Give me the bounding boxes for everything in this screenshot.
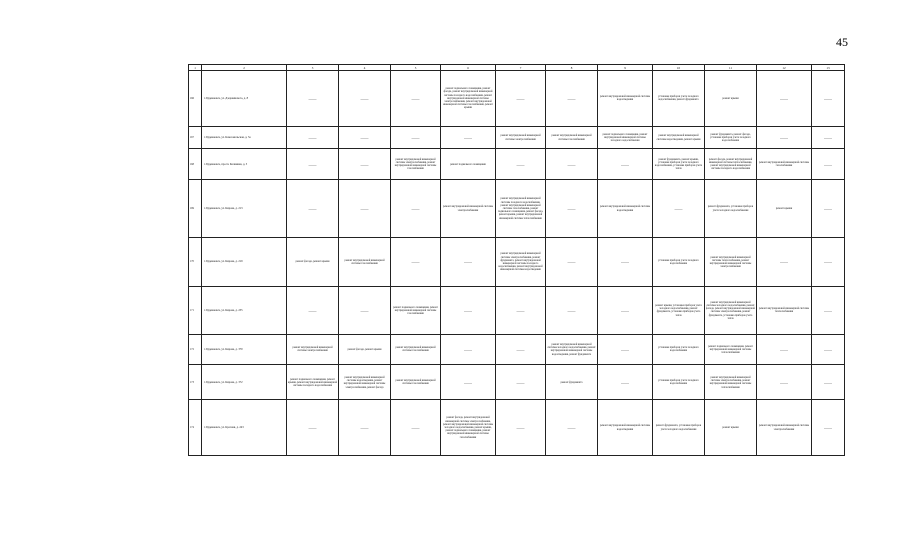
table-cell: —— — [546, 237, 598, 286]
table-cell: ремонт фасада, ремонт крыши — [287, 237, 339, 286]
table-cell: ремонт внутридомовой инженерной системы газоснабжения — [546, 126, 598, 149]
row-address: г. Буденновск, ул. Кирова, д. 235 — [202, 287, 287, 334]
table-cell: —— — [441, 365, 496, 400]
row-address: г. Буденновск, ул. Кирова, д. 219 — [202, 237, 287, 286]
table-cell: —— — [812, 149, 845, 180]
table-cell: ремонт внутридомовой инженерной системы водоотведения, ремонт крыши — [653, 126, 705, 149]
table-cell: ремонт внутридомовой инженерной системы водоотведения — [598, 71, 653, 127]
table-cell: —— — [339, 126, 391, 149]
column-header: 6 — [441, 65, 496, 71]
row-number: 170 — [189, 237, 202, 286]
row-number: 174 — [189, 400, 202, 456]
table-cell: —— — [598, 237, 653, 286]
table-cell: —— — [287, 287, 339, 334]
table-cell: —— — [598, 334, 653, 365]
table-cell: ремонт крыши, установка приборов учета холодного водоснабжения, ремонт фундамента, установка приборов учета тепла — [653, 287, 705, 334]
table-cell: —— — [496, 365, 546, 400]
table-cell: —— — [812, 126, 845, 149]
table-cell: ремонт внутридомовой инженерной системы электроснабжения — [496, 126, 546, 149]
table-cell: —— — [496, 334, 546, 365]
table-cell: —— — [812, 71, 845, 127]
row-number: 168 — [189, 149, 202, 180]
table-cell: ремонт фундамента, установка приборов учета холодного водоснабжения — [653, 400, 705, 456]
table-cell: —— — [757, 365, 812, 400]
table-cell: ремонт фундамента, установка приборов учета холодного водоснабжения — [705, 180, 757, 238]
table-cell: ремонт внутридомовой инженерной системы холодного водоснабжения, ремонт фасада, ремонт внутридомовой инженерной системы электроснабжения, ремонт фундамента, установка приборов учета тепла — [705, 287, 757, 334]
table-cell: ремонт внутридомовой инженерной системы электроснабжения — [757, 400, 812, 456]
table-cell: —— — [496, 149, 546, 180]
table-cell: ремонт крыши — [705, 400, 757, 456]
table-cell: —— — [546, 400, 598, 456]
column-header: 9 — [598, 65, 653, 71]
table-cell: ремонт подвального помещения, ремонт внутридомовой инженерной системы теплоснабжения — [705, 334, 757, 365]
table-cell: —— — [441, 287, 496, 334]
table-cell: —— — [496, 400, 546, 456]
table-cell: —— — [441, 126, 496, 149]
table-cell: ремонт фасада, ремонт внутридомовой инженерной системы электроснабжения, ремонт внутридомовой инженерной системы холодного водоснабжения, ремонт крыши, ремонт подвального помещения, ремонт внутридомовой инженерной системы газоснабжения — [441, 400, 496, 456]
table-cell: —— — [339, 287, 391, 334]
column-header: 13 — [812, 65, 845, 71]
table-cell: ремонт крыши — [757, 180, 812, 238]
table-cell: ремонт подвального помещения, ремонт внутридомовой инженерной системы холодного водоснабжения — [598, 126, 653, 149]
column-header: 1 — [189, 65, 202, 71]
column-header: 5 — [391, 65, 441, 71]
table-cell: —— — [546, 180, 598, 238]
table-row — [189, 71, 845, 127]
table-cell: —— — [546, 149, 598, 180]
table-cell: —— — [812, 287, 845, 334]
table-cell: —— — [287, 149, 339, 180]
table-cell: —— — [287, 180, 339, 238]
table-cell: ремонт внутридомовой инженерной системы газоснабжения — [391, 334, 441, 365]
table-cell: ремонт внутридомовой инженерной системы электроснабжения, ремонт внутридомовой инженерной системы газоснабжения — [391, 149, 441, 180]
table-cell: —— — [391, 126, 441, 149]
table-cell: —— — [287, 126, 339, 149]
column-header: 3 — [287, 65, 339, 71]
table-cell: ремонт внутридомовой инженерной системы газоснабжения — [391, 365, 441, 400]
table-cell: —— — [812, 365, 845, 400]
table-cell: —— — [546, 287, 598, 334]
column-header: 7 — [496, 65, 546, 71]
row-number: 171 — [189, 287, 202, 334]
table-cell: —— — [757, 237, 812, 286]
column-header: 12 — [757, 65, 812, 71]
row-address: г. Буденновск, ул. Комсомольская, д. 5а — [202, 126, 287, 149]
table-cell: —— — [391, 237, 441, 286]
table-cell: ремонт внутридомовой инженерной системы газоснабжения — [339, 237, 391, 286]
table-cell: ремонт внутридомовой инженерной системы электроснабжения, ремонт фундамента, ремонт внутридомовой инженерной системы холодного водоснабжения, ремонт внутридомовой инженерной системы водоотведения — [496, 237, 546, 286]
table-cell: установка приборов учета холодного водоснабжения — [653, 365, 705, 400]
table-cell: —— — [496, 287, 546, 334]
table-cell: ремонт внутридомовой инженерной системы водоотведения — [598, 180, 653, 238]
row-number: 166 — [189, 71, 202, 127]
table-cell: установка приборов учета холодного водоснабжения — [653, 334, 705, 365]
table-cell: —— — [391, 180, 441, 238]
table-cell: ремонт внутридомовой инженерной системы электроснабжения — [287, 334, 339, 365]
table-cell: ремонт фундамента, ремонт фасада, установка приборов учета холодного водоснабжения — [705, 126, 757, 149]
table-cell: ремонт фундамента, ремонт крыши, установка приборов учета холодного водоснабжения, установка приборов учета тепла — [653, 149, 705, 180]
table-row — [189, 149, 845, 180]
table-cell: —— — [287, 71, 339, 127]
table-cell: —— — [598, 149, 653, 180]
table-cell: ремонт внутридомовой инженерной системы электроснабжения, ремонт внутридомовой инженерной системы теплоснабжения — [705, 365, 757, 400]
table-cell: —— — [441, 237, 496, 286]
column-header: 4 — [339, 65, 391, 71]
table-cell: ремонт внутридомовой инженерной системы газоснабжения — [757, 149, 812, 180]
column-header: 11 — [705, 65, 757, 71]
table-cell: —— — [598, 287, 653, 334]
table-cell: ремонт внутридомовой инженерной системы теплоснабжения, ремонт внутридомовой инженерной системы электроснабжения — [705, 237, 757, 286]
table-cell: ремонт фасада, ремонт внутридомовой инженерной системы теплоснабжения, ремонт внутридомовой инженерной системы холодного водоснабжения — [705, 149, 757, 180]
table-cell: ремонт подвального помещения, ремонт крыши, ремонт внутридомовой инженерной системы холодного водоснабжения — [287, 365, 339, 400]
table-cell: —— — [391, 400, 441, 456]
table-row — [189, 126, 845, 149]
table-cell: —— — [757, 71, 812, 127]
table-row — [189, 237, 845, 286]
column-header: 2 — [202, 65, 287, 71]
table-cell: —— — [339, 400, 391, 456]
table-cell: —— — [598, 365, 653, 400]
row-number: 172 — [189, 334, 202, 365]
table-cell: ремонт фундамента — [546, 365, 598, 400]
table-cell: —— — [339, 180, 391, 238]
table-cell: ремонт фасада, ремонт крыши — [339, 334, 391, 365]
table-row — [189, 400, 845, 456]
table-cell: —— — [812, 180, 845, 238]
works-table — [188, 64, 845, 456]
table-cell: ремонт подвального помещения, ремонт внутридомовой инженерной системы газоснабжения — [391, 287, 441, 334]
table-cell: установка приборов учета холодного водоснабжения — [653, 237, 705, 286]
table-cell: ремонт внутридомовой инженерной системы теплоснабжения — [757, 287, 812, 334]
table-cell: —— — [757, 334, 812, 365]
table-cell: ремонт внутридомовой инженерной системы электроснабжения — [441, 180, 496, 238]
row-address: г. Буденновск, ул. Красная, д. 243 — [202, 400, 287, 456]
table-cell: ремонт внутридомовой инженерной системы водоотведения — [598, 400, 653, 456]
table-row — [189, 180, 845, 238]
column-header: 10 — [653, 65, 705, 71]
table-cell: —— — [339, 149, 391, 180]
table-cell: —— — [546, 71, 598, 127]
table-cell: —— — [339, 71, 391, 127]
row-number: 169 — [189, 180, 202, 238]
table-cell: —— — [653, 180, 705, 238]
row-number: 167 — [189, 126, 202, 149]
table-cell: ремонт внутридомовой инженерной системы холодного водоснабжения, ремонт внутридомовой инженерной системы водоотведения, ремонт фундамента — [546, 334, 598, 365]
row-address: г. Буденновск, ул. Дзержинского, д. 8 — [202, 71, 287, 127]
table-cell: —— — [757, 126, 812, 149]
works-table-container — [188, 64, 844, 456]
row-address: г. Буденновск, ул. Кирова, д. 372 — [202, 365, 287, 400]
table-cell: ремонт внутридомовой инженерной системы водоотведения, ремонт внутридомовой инженерной системы электроснабжения, ремонт фасада — [339, 365, 391, 400]
table-row — [189, 365, 845, 400]
table-cell: —— — [496, 71, 546, 127]
table-cell: —— — [812, 237, 845, 286]
table-cell: ремонт подвального помещения — [441, 149, 496, 180]
row-address: г. Буденновск, ул. Кирова, д. 370 — [202, 334, 287, 365]
table-cell: —— — [812, 334, 845, 365]
table-cell: ремонт крыши — [705, 71, 757, 127]
table-row — [189, 334, 845, 365]
table-cell: —— — [812, 400, 845, 456]
table-cell: —— — [441, 334, 496, 365]
column-header: 8 — [546, 65, 598, 71]
page-number: 45 — [836, 35, 848, 49]
row-address: г. Буденновск, просп. Калинина, д. 3 — [202, 149, 287, 180]
table-cell: ремонт внутридомовой инженерной системы холодного водоснабжения, ремонт внутридомовой инженерной системы газоснабжения, ремонт подвального помещения, ремонт фасада, ремонт крыши, ремонт внутридомовой инженерной системы теплоснабжения — [496, 180, 546, 238]
row-address: г. Буденновск, ул. Кирова, д. 213 — [202, 180, 287, 238]
row-number: 173 — [189, 365, 202, 400]
table-cell: —— — [391, 71, 441, 127]
table-cell: ремонт подвального помещения, ремонт фасада, ремонт внутридомовой инженерной системы холодного водоснабжения, ремонт внутридомовой инженерной системы электроснабжения, ремонт внутридомовой инженерной системы газоснабжения, ремонт крыши — [441, 71, 496, 127]
table-row — [189, 287, 845, 334]
table-cell: установка приборов учета холодного водоснабжения, ремонт фундамента — [653, 71, 705, 127]
table-cell: —— — [287, 400, 339, 456]
